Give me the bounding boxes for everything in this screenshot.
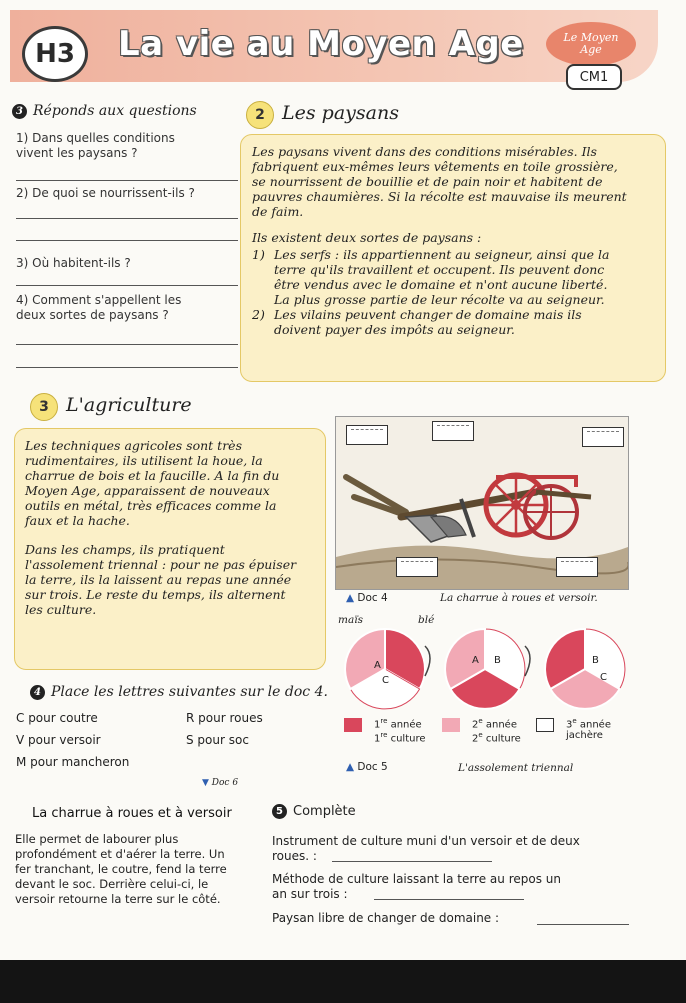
legend-year3-num: 3 <box>566 719 573 731</box>
mais-label: maïs <box>338 614 363 626</box>
doc5-caption: L'assolement triennal <box>458 762 574 774</box>
letter-v: V pour versoir <box>16 733 101 747</box>
agri-line: Les techniques agricoles sont très <box>25 438 242 453</box>
complete-number: 5 <box>272 804 287 819</box>
letter-c: C pour coutre <box>16 711 98 725</box>
pie3-letter-b: B <box>592 655 599 666</box>
section-3-title: L'agriculture <box>66 394 192 416</box>
doc4-caption: La charrue à roues et versoir. <box>440 592 598 604</box>
doc6-label-text: Doc 6 <box>211 778 239 788</box>
answer-definition-3[interactable] <box>537 924 629 925</box>
doc6-label: ▼ Doc 6 <box>202 778 239 788</box>
paysans-item-2 <box>252 307 657 337</box>
definition-2-line1: Méthode de culture laissant la terre au repos un <box>272 872 561 886</box>
crop-rotation-pies <box>340 626 630 712</box>
paysans-line: fabriquent eux-mêmes leurs vêtements en toile grossière, <box>252 159 618 174</box>
doc6-line: versoir retourne la terre sur le côté. <box>15 892 221 906</box>
section-2-number: 2 <box>246 101 274 129</box>
agriculture-para2 <box>25 542 317 617</box>
legend-year1 <box>374 716 426 745</box>
label-slot-3[interactable] <box>582 427 624 447</box>
agri-line: rudimentaires, ils utilisent la houe, la <box>25 453 263 468</box>
legend-year3-text: année <box>576 719 611 731</box>
question-2: 2) De quoi se nourrissent-ils ? <box>16 186 195 200</box>
agri-line: faux et la hache. <box>25 513 130 528</box>
answer-line-4a[interactable] <box>16 344 238 345</box>
legend-year1-text: année <box>387 719 422 731</box>
level-badge: CM1 <box>566 64 622 90</box>
paysans-line: Les paysans vivent dans des conditions misérables. Ils <box>252 144 597 159</box>
definition-3: Paysan libre de changer de domaine : <box>272 911 500 925</box>
answer-line-2b[interactable] <box>16 240 238 241</box>
pie-year-2 <box>445 629 525 709</box>
page-title: La vie au Moyen Age <box>118 24 524 64</box>
definition-1-line2: roues. : <box>272 849 317 863</box>
theme-badge-line1: Le Moyen <box>563 31 619 44</box>
doc4-label-text: Doc 4 <box>357 592 388 604</box>
definition-1-line1: Instrument de culture muni d'un versoir et de deux <box>272 834 580 848</box>
question-1-line2: vivent les paysans ? <box>16 146 138 160</box>
doc5-label: ▲ Doc 5 <box>346 761 388 773</box>
legend-year1-sup: re <box>380 717 388 725</box>
legend-year2-sup: e <box>478 717 483 725</box>
letter-m: M pour mancheron <box>16 755 130 769</box>
legend-culture2-num: 2 <box>472 733 479 745</box>
paysans-line: doivent payer des impôts au seigneur. <box>274 322 515 337</box>
paysans-item-2-text <box>274 307 582 337</box>
paysans-item-1-text <box>274 247 609 307</box>
definition-2-line2: an sur trois : <box>272 887 348 901</box>
legend-year3 <box>566 716 611 741</box>
pie2-letter-b: B <box>494 655 501 666</box>
legend-culture1-sup: re <box>380 731 388 740</box>
pie-year-3 <box>545 629 625 709</box>
legend-culture2-sup: e <box>478 731 483 740</box>
lesson-code: H3 <box>22 26 88 82</box>
dark-bottom-margin <box>0 960 686 1003</box>
paysans-line: Les vilains peuvent changer de domaine mais ils <box>274 307 582 322</box>
pie1-letter-c: C <box>382 675 389 686</box>
pie3-letter-c: C <box>600 672 607 683</box>
agri-line: outils en métal, très efficaces comme la <box>25 498 277 513</box>
legend-year2-num: 2 <box>472 719 479 731</box>
letters-heading-text: Place les lettres suivantes sur le doc 4. <box>51 684 328 700</box>
answer-line-3[interactable] <box>16 285 238 286</box>
paysans-line: terre qu'ils travaillent et occupent. Ils peuvent donc <box>274 262 605 277</box>
label-slot-1[interactable] <box>346 425 388 445</box>
legend-culture1-text: culture <box>387 733 426 745</box>
legend-year3-sup: e <box>572 717 577 725</box>
agri-line: l'assolement triennal : pour ne pas épuiser <box>25 557 297 572</box>
paysans-line: se nourrissent de bouillie et de pain noir et habitent de <box>252 174 603 189</box>
label-slot-2[interactable] <box>432 421 474 441</box>
legend-year2-text: année <box>482 719 517 731</box>
theme-badge-line2: Age <box>580 43 602 56</box>
legend-year1-num: 1 <box>374 719 381 731</box>
doc5-label-text: Doc 5 <box>357 761 388 773</box>
doc6-text <box>15 832 275 907</box>
questions-heading-text: Réponds aux questions <box>33 103 197 119</box>
answer-line-4b[interactable] <box>16 367 238 368</box>
legend-culture1-num: 1 <box>374 733 381 745</box>
legend-year2 <box>472 716 521 745</box>
agri-line: Moyen Age, apparaissent de nouveaux <box>25 483 270 498</box>
agri-line: la terre, ils la laissent au repas une année <box>25 572 292 587</box>
paysans-line: de faim. <box>252 204 304 219</box>
question-1-line1: 1) Dans quelles conditions <box>16 131 175 145</box>
paysans-item-2-num: 2) <box>252 307 265 322</box>
letter-s: S pour soc <box>186 733 249 747</box>
paysans-para2-intro: Ils existent deux sortes de paysans : <box>252 230 482 245</box>
letters-heading <box>30 684 328 700</box>
doc4-label: ▲ Doc 4 <box>346 592 388 604</box>
letters-number: 4 <box>30 685 45 700</box>
paysans-item-1 <box>252 247 657 307</box>
header-banner <box>10 10 658 85</box>
plough-illustration <box>335 416 629 590</box>
doc6-line: devant le soc. Derrière celui-ci, le <box>15 877 209 891</box>
paysans-para1 <box>252 144 657 219</box>
questions-number: 3 <box>12 104 27 119</box>
answer-line-1[interactable] <box>16 180 238 181</box>
complete-heading <box>272 804 356 819</box>
paysans-line: La plus grosse partie de leur récolte va au seigneur. <box>274 292 605 307</box>
label-slot-4[interactable] <box>396 557 438 577</box>
legend-jachere: jachère <box>566 730 603 742</box>
doc6-line: profondément et d'aérer la terre. Un <box>15 847 225 861</box>
agri-line: Dans les champs, ils pratiquent <box>25 542 225 557</box>
answer-line-2a[interactable] <box>16 218 238 219</box>
letter-r: R pour roues <box>186 711 263 725</box>
paysans-item-1-num: 1) <box>252 247 265 262</box>
pie-year-1 <box>345 629 425 709</box>
paysans-line: pauvres chaumières. Si la récolte est mauvaise ils meurent <box>252 189 627 204</box>
paysans-line: Les serfs : ils appartiennent au seigneur, ainsi que la <box>274 247 610 262</box>
answer-definition-1[interactable] <box>332 861 492 862</box>
legend-swatch-culture1 <box>344 718 362 732</box>
section-2-title: Les paysans <box>282 102 399 124</box>
paysans-line: être vendus avec le domaine et n'ont aucune liberté. <box>274 277 608 292</box>
question-4-line2: deux sortes de paysans ? <box>16 308 169 322</box>
agri-line: sur trois. Le reste du temps, ils alternent <box>25 587 286 602</box>
question-1 <box>16 131 175 161</box>
complete-heading-text: Complète <box>293 804 356 819</box>
question-4-line1: 4) Comment s'appellent les <box>16 293 182 307</box>
pie2-letter-a: A <box>472 655 479 666</box>
questions-heading <box>12 103 197 119</box>
legend-culture2-text: culture <box>482 733 521 745</box>
theme-badge <box>546 22 636 66</box>
legend-swatch-culture2 <box>442 718 460 732</box>
agriculture-para1 <box>25 438 317 528</box>
question-3: 3) Où habitent-ils ? <box>16 256 131 270</box>
doc6-line: fer tranchant, le coutre, fend la terre <box>15 862 227 876</box>
section-3-number: 3 <box>30 393 58 421</box>
doc6-line: Elle permet de labourer plus <box>15 832 179 846</box>
definition-2 <box>272 872 561 902</box>
paysans-text-box <box>240 134 666 382</box>
ble-label: blé <box>418 614 435 626</box>
legend-swatch-jachere <box>536 718 554 732</box>
agri-line: les culture. <box>25 602 97 617</box>
question-4 <box>16 293 181 323</box>
definition-1 <box>272 834 580 864</box>
doc6-title: La charrue à roues et à versoir <box>32 806 232 821</box>
agriculture-text-box <box>14 428 326 670</box>
agri-line: charrue de bois et la faucille. A la fin du <box>25 468 280 483</box>
answer-definition-2[interactable] <box>374 899 524 900</box>
pie1-letter-a: A <box>374 660 381 671</box>
label-slot-5[interactable] <box>556 557 598 577</box>
